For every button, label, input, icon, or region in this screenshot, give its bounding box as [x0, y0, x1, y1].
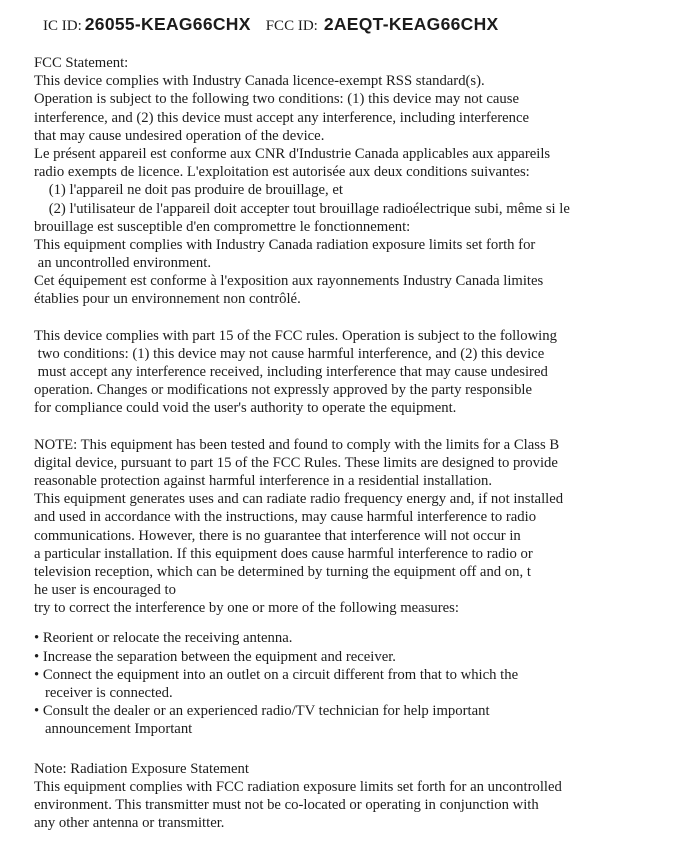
note-class-b-paragraph [34, 436, 672, 618]
text-line: and used in accordance with the instructions, may cause harmful interference to radio [34, 509, 537, 526]
text-line: any other antenna or transmitter. [34, 815, 225, 832]
text-line: This equipment complies with FCC radiation exposure limits set forth for an uncontrolled [34, 778, 562, 795]
text-line: reasonable protection against harmful interference in a residential installation. [34, 472, 492, 489]
document-body [0, 54, 682, 832]
text-line: (2) l'utilisateur de l'appareil doit accepter tout brouillage radioélectrique subi, même si le [34, 200, 570, 217]
text-line: digital device, pursuant to part 15 of the FCC Rules. These limits are designed to provide [34, 454, 558, 471]
text-line: an uncontrolled environment. [34, 255, 212, 272]
text-line: must accept any interference received, including interference that may cause undesired [34, 364, 548, 380]
text-line: receiver is connected. [34, 685, 173, 701]
ic-id-value: 26055-KEAG66CHX [84, 14, 251, 34]
text-line: announcement Important [34, 721, 193, 738]
text-line: • Consult the dealer or an experienced radio/TV technician for help important [34, 703, 490, 720]
text-line: a particular installation. If this equipment does cause harmful interference to radio or [34, 545, 533, 562]
ic-id-label: IC ID: [43, 18, 82, 34]
text-line: This equipment complies with Industry Canada radiation exposure limits set forth for [34, 236, 536, 253]
text-line: Cet équipement est conforme à l'exposition aux rayonnements Industry Canada limites [34, 273, 544, 290]
text-line: brouillage est susceptible d'en compromettre le fonctionnement: [34, 218, 411, 235]
text-line: This device complies with Industry Canada licence-exempt RSS standard(s). [34, 73, 485, 90]
text-line: he user is encouraged to [34, 582, 176, 599]
text-line: établies pour un environnement non contrôlé. [34, 291, 301, 308]
text-line: Le présent appareil est conforme aux CNR d'Industrie Canada applicables aux appareils [34, 145, 551, 162]
text-line: for compliance could void the user's authority to operate the equipment. [34, 400, 457, 417]
text-line: • Increase the separation between the equipment and receiver. [34, 648, 396, 665]
text-line: Operation is subject to the following two conditions: (1) this device may not cause [34, 91, 519, 108]
text-line: interference, and (2) this device must accept any interference, including interference [34, 109, 530, 126]
id-header [0, 0, 682, 37]
text-line: This equipment generates uses and can radiate radio frequency energy and, if not installed [34, 491, 564, 508]
text-line: • Reorient or relocate the receiving antenna. [34, 630, 293, 647]
text-line: NOTE: This equipment has been tested and found to comply with the limits for a Class B [34, 436, 560, 453]
fcc-part15-paragraph [34, 327, 672, 418]
text-line: environment. This transmitter must not be co-located or operating in conjunction with [34, 796, 539, 813]
text-line: (1) l'appareil ne doit pas produire de brouillage, et [34, 182, 343, 199]
text-line: that may cause undesired operation of the device. [34, 127, 325, 144]
text-line: This device complies with part 15 of the FCC rules. Operation is subject to the following [34, 327, 557, 344]
fcc-statement-canada-paragraph [34, 54, 672, 309]
fcc-id-label: FCC ID: [265, 18, 318, 34]
interference-measures-bullet-list [34, 629, 672, 738]
text-line: radio exempts de licence. L'exploitation est autorisée aux deux conditions suivantes: [34, 164, 530, 181]
text-line: communications. However, there is no guarantee that interference will not occur in [34, 527, 521, 544]
text-line: two conditions: (1) this device may not cause harmful interference, and (2) this device [34, 345, 545, 362]
radiation-exposure-paragraph [34, 760, 672, 833]
text-line: FCC Statement: [34, 55, 129, 71]
text-line: Note: Radiation Exposure Statement [34, 760, 249, 777]
text-line: television reception, which can be determined by turning the equipment off and on, t [34, 563, 531, 580]
text-line: operation. Changes or modifications not expressly approved by the party responsible [34, 382, 533, 399]
text-line: try to correct the interference by one or more of the following measures: [34, 600, 459, 617]
fcc-id-value: 2AEQT-KEAG66CHX [323, 14, 499, 34]
text-line: • Connect the equipment into an outlet on a circuit different from that to which the [34, 666, 519, 683]
